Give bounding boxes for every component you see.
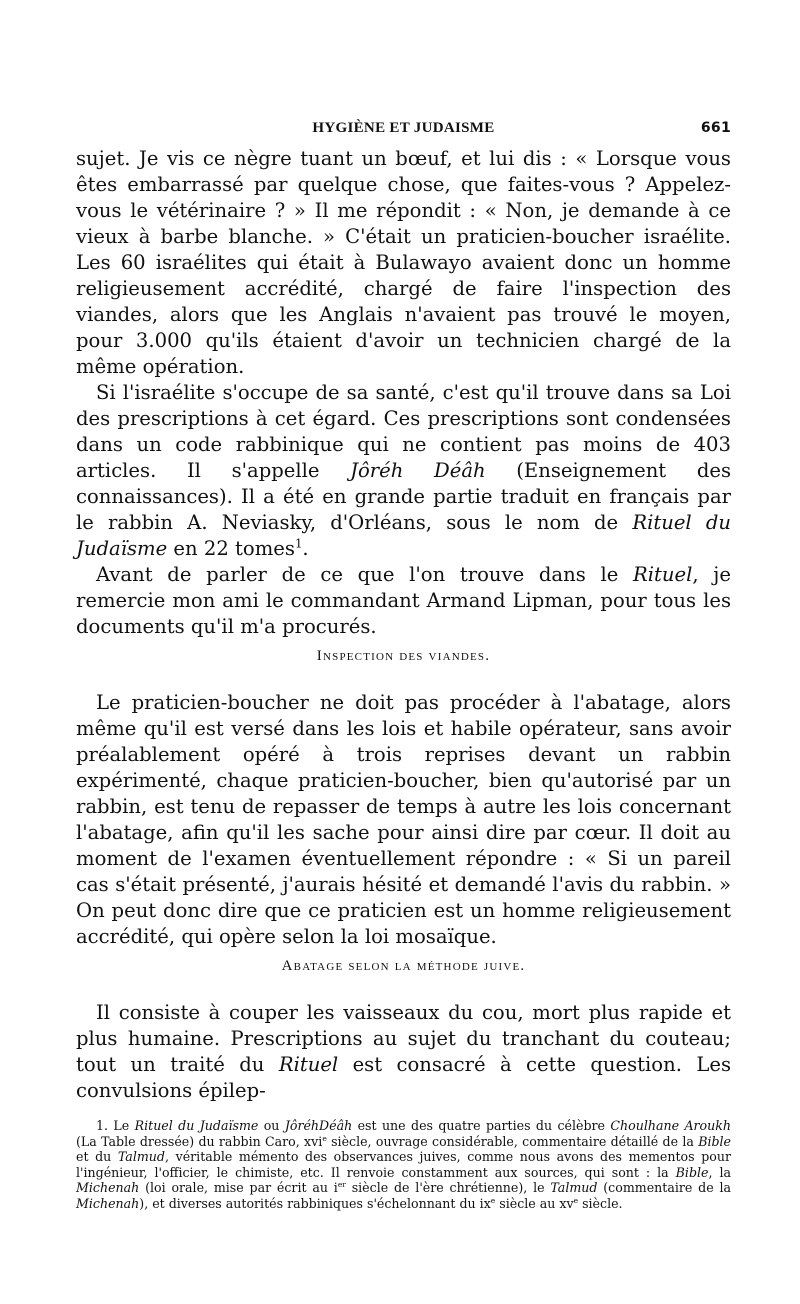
footnote-italic-2: JôréhDéâh [284, 1118, 353, 1133]
paragraph-3-text-b: , je remercie mon ami le commandant Armand Lipman, pour tous les documents qu'il m'a procurés. [76, 563, 731, 638]
running-title: HYGIÈNE ET JUDAISME [312, 120, 495, 136]
paragraph-5 [76, 1000, 731, 1104]
running-head [76, 118, 731, 146]
footnote-text-m: siècle au xv [495, 1195, 574, 1211]
footnote-text-n: siècle. [578, 1195, 623, 1211]
section-heading-abatage: Abatage selon la méthode juive. [281, 958, 526, 974]
footnote-italic-8: Talmud [550, 1180, 598, 1196]
section-heading-inspection: Inspection des viandes. [316, 648, 491, 664]
footnote-italic-1: Rituel du Judaïsme [134, 1118, 259, 1133]
paragraph-5-text-a: Il consiste à couper les vaisseaux du cou, mort plus rapide et plus humaine. Prescriptions au sujet du tranchant du couteau; tout un traité du [76, 1001, 731, 1076]
paragraph-3-text-a: Avant de parler de ce que l'on trouve dans le [96, 563, 634, 586]
footnote-italic-3: Choulhane Aroukh [610, 1118, 731, 1133]
paragraph-3 [76, 562, 731, 640]
footnote-ref[interactable]: 1 [294, 536, 303, 551]
footnote-text-a: Le [108, 1118, 135, 1133]
paragraph-2 [76, 380, 731, 562]
footnote-text-f: et du [76, 1149, 118, 1165]
rituel-ref: Rituel [633, 563, 693, 586]
paragraph-1: sujet. Je vis ce nègre tuant un bœuf, et lui dis : « Lorsque vous êtes embarrassé par quelque chose, que faites-vous ? Appelez-vous le vétérinaire ? » Il me répondit : « Non, je demande à ce vieux à barbe blanche. » C'était un praticien-boucher israélite. Les 60 israélites qui était à Bulawayo avaient donc un homme religieusement accrédité, chargé de faire l'inspection des viandes, alors que les Anglais n'avaient pas trouvé le moyen, pour 3.000 qu'ils étaient d'avoir un technicien chargé de la même opération. [76, 147, 731, 378]
footnote-text-e: siècle, ouvrage considérable, commentaire détaillé de la [326, 1133, 699, 1149]
paragraph-2-text-c: en 22 tomes [167, 537, 295, 560]
footnote-text-d: (La Table dressée) du rabbin Caro, xvi [76, 1133, 323, 1149]
paragraph-2-text-a: Si l'israélite s'occupe de sa santé, c'est qu'il trouve dans sa Loi des prescriptions à cet égard. Ces prescriptions sont condensées dans un code rabbinique qui ne contient pas moins de 403 articles. Il s'appelle [76, 381, 731, 482]
footnote-text-j: siècle de l'ère chrétienne), le [345, 1180, 551, 1196]
footnote-text-i: (loi orale, mise par écrit au i [139, 1180, 338, 1196]
footnote-text-b: ou [258, 1118, 285, 1133]
paragraph-2-text-d: . [302, 537, 309, 560]
footnote-italic-9: Michenah [76, 1195, 140, 1211]
paragraph-5-text-b: est consacré à cette question. Les convulsions épilep- [76, 1053, 731, 1102]
footnote-text-h: , la [708, 1164, 731, 1180]
jore-deah-title: Jôréh Déâh [350, 459, 486, 482]
footnote-number: 1. [96, 1118, 109, 1133]
footnote-sup-2: er [337, 1180, 346, 1190]
rituel-title: Rituel du Judaïsme [76, 511, 731, 560]
book-page [76, 118, 731, 1212]
footnote-sup-3: e [490, 1195, 496, 1205]
footnote-italic-7: Michenah [76, 1180, 140, 1196]
footnote-text-k: (commentaire de la [597, 1180, 732, 1196]
page-number: 661 [700, 120, 731, 136]
footnote-sup-1: e [322, 1133, 327, 1143]
paragraph-4: Le praticien-boucher ne doit pas procéder à l'abatage, alors même qu'il est versé dans les lois et habile opérateur, sans avoir préalablement opéré à trois reprises devant un rabbin expérimenté, chaque praticien-boucher, bien qu'autorisé par un rabbin, est tenu de repasser de temps à autre les lois concernant l'abatage, afin qu'il les sache pour ainsi dire par cœur. Il doit au moment de l'examen éventuellement répondre : « Si un pareil cas s'était présenté, j'aurais hésité et demandé l'avis du rabbin. » On peut donc dire que ce praticien est un homme religieusement accrédité, qui opère selon la loi mosaïque. [76, 691, 731, 948]
footnote-italic-4: Bible [698, 1133, 732, 1149]
paragraph-2-text-b: (Enseignement des connaissances). Il a été en grande partie traduit en français par le rabbin A. Neviasky, d'Orléans, sous le nom de [76, 459, 732, 534]
footnote-italic-6: Bible [675, 1164, 709, 1180]
footnote-text-l: ), et diverses autorités rabbiniques s'échelonnant du ix [139, 1195, 491, 1211]
footnote-italic-5: Talmud [117, 1149, 165, 1165]
footnote-1 [76, 1118, 731, 1212]
rituel-ref-2: Rituel [278, 1053, 339, 1076]
footnote-text-c: est une des quatre parties du célèbre [352, 1118, 611, 1133]
footnote-sup-4: e [573, 1195, 579, 1205]
footnote-text-g: , véritable mémento des observances juives, comme nous avons des mementos pour l'ingénieur, l'officier, le chimiste, etc. Il renvoie constamment aux sources, qui sont : la [76, 1149, 731, 1180]
